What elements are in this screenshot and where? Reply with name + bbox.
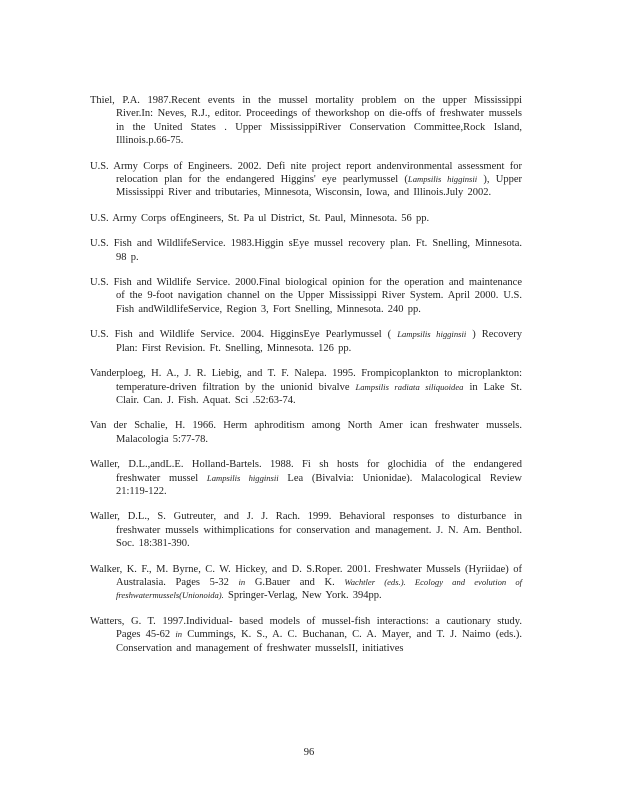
reference-text: in Lake St. Clair. Can. J. Fish. Aquat. Sci .52:63-74. <box>116 381 522 406</box>
reference-text: ) Recovery Plan: First Revision. Ft. Snelling, Minnesota. 126 pp. <box>116 329 522 354</box>
reference-text: Vanderploeg, H. A., J. R. Liebig, and T. F. Nalepa. 1995. Frompicoplankton to microplankton: temperature-driven filtration by the unionid bivalve <box>90 368 522 393</box>
reference-text: Thiel, P.A. 1987.Recent events in the mussel mortality problem on the upper Mississippi River.In: Neves, R.J., editor. Proceedings of theworkshop on die-offs of freshwater mussels in the United States . Upper MississippiRiver Conservation Committee,Rock Island, Illinois.p.66-75. <box>90 95 522 147</box>
reference-entry <box>90 212 522 225</box>
reference-entry <box>90 328 522 355</box>
reference-entry <box>90 160 522 200</box>
reference-entry <box>90 510 522 550</box>
reference-text: Waller, D.L., S. Gutreuter, and J. J. Rach. 1999. Behavioral responses to disturbance in freshwater mussels withimplications for conservation and management. J. N. Am. Benthol. Soc. 18:381-390. <box>90 511 522 550</box>
reference-entry <box>90 458 522 498</box>
reference-text: ), Upper Mississippi River and tributaries, Minnesota, Wisconsin, Iowa, and Illinois.July 2002. <box>116 174 522 199</box>
reference-entry <box>90 615 522 655</box>
reference-text: U.S. Fish and Wildlife Service. 2000.Final biological opinion for the operation and maintenance of the 9-foot navigation channel on the Upper Mississippi River System. April 2000. U.S. Fish andWildlifeService, Region 3, Fort Snelling, Minnesota. 240 pp. <box>90 277 522 315</box>
reference-text: Walker, K. F., M. Byrne, C. W. Hickey, and D. S.Roper. 2001. Freshwater Mussels (Hyriidae) of Australasia. Pages 5-32 <box>90 563 522 588</box>
references-list <box>90 94 522 667</box>
reference-text: U.S. Army Corps ofEngineers, St. Pa ul District, St. Paul, Minnesota. 56 pp. <box>90 212 430 224</box>
reference-entry <box>90 563 522 603</box>
reference-text: U.S. Army Corps of Engineers. 2002. Defi nite project report andenvironmental assessment for relocation plan for the endangered Higgins' eye pearlymussel ( <box>90 160 522 186</box>
species-or-emphasis-text: Lampsilis higginsii <box>206 472 279 483</box>
species-or-emphasis-text: Lampsilis higginsii <box>407 174 478 185</box>
reference-text: Watters, G. T. 1997.Individual- based models of mussel-fish interactions: a cautionary study. Pages 45-62 <box>90 615 522 641</box>
reference-entry <box>90 94 522 148</box>
reference-text: Springer-Verlag, New York. 394pp. <box>223 590 382 602</box>
species-or-emphasis-text: Lampsilis higginsii <box>397 329 467 340</box>
reference-entry <box>90 367 522 407</box>
reference-text: G.Bauer and K. <box>245 576 345 588</box>
reference-text: Cummings, K. S., A. C. Buchanan, C. A. Mayer, and T. J. Naimo (eds.). Conservation and management of freshwater musselsII, initiatives <box>116 629 522 654</box>
reference-text: Lea (Bivalvia: Unionidae). Malacological Review 21:119-122. <box>116 472 522 497</box>
reference-entry <box>90 276 522 316</box>
reference-text: U.S. Fish and Wildlife Service. 2004. HigginsEye Pearlymussel ( <box>90 329 398 341</box>
reference-entry <box>90 419 522 446</box>
reference-text: Waller, D.L.,andL.E. Holland-Bartels. 1988. Fi sh hosts for glochidia of the endangered freshwater mussel <box>90 459 522 484</box>
page-number: 96 <box>303 747 315 758</box>
reference-text: U.S. Fish and WildlifeService. 1983.Higgin sEye mussel recovery plan. Ft. Snelling, Minnesota. 98 p. <box>90 238 522 263</box>
reference-text: Van der Schalie, H. 1966. Herm aphroditism among North Amer ican freshwater mussels. Malacologia 5:77-78. <box>90 420 522 445</box>
species-or-emphasis-text: Wachtler (eds.). Ecology and evolution of freshwatermussels(Unionoida). <box>116 576 523 601</box>
species-or-emphasis-text: Lampsilis radiata siliquoidea <box>355 381 464 392</box>
reference-entry <box>90 237 522 264</box>
species-or-emphasis-text: in <box>238 576 246 587</box>
species-or-emphasis-text: in <box>175 629 183 640</box>
